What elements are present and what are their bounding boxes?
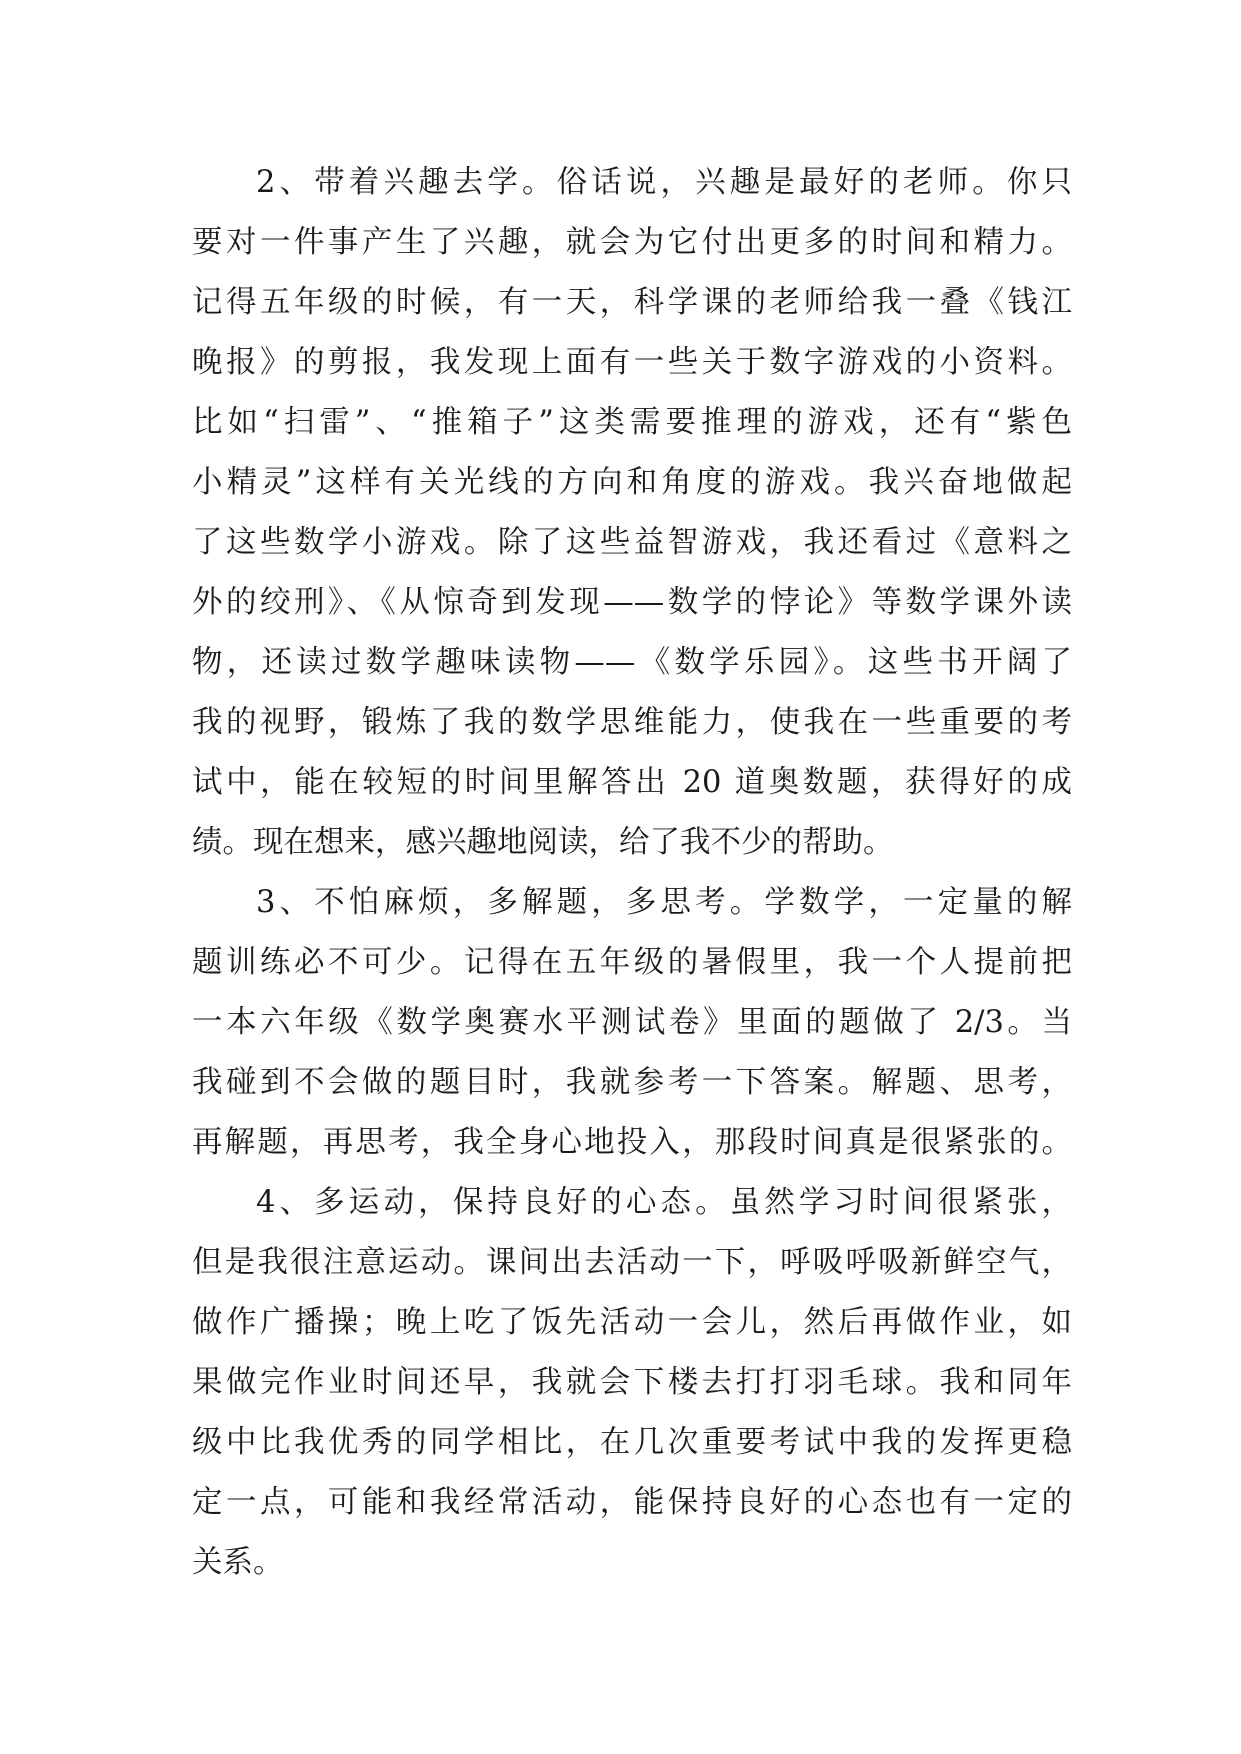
text-line: 级中比我优秀的同学相比，在几次重要考试中我的发挥更稳 [192, 1425, 1072, 1460]
text-line: 试中，能在较短的时间里解答出 20 道奥数题，获得好的成 [192, 765, 1072, 800]
text-line: 题训练必不可少。记得在五年级的暑假里，我一个人提前把 [192, 945, 1072, 980]
text-line: 再解题，再思考，我全身心地投入，那段时间真是很紧张的。 [192, 1125, 1072, 1160]
text-line: 果做完作业时间还早，我就会下楼去打打羽毛球。我和同年 [192, 1365, 1072, 1400]
text-line: 记得五年级的时候，有一天，科学课的老师给我一叠《钱江 [192, 285, 1072, 320]
text-line: 了这些数学小游戏。除了这些益智游戏，我还看过《意料之 [192, 525, 1072, 560]
text-line: 一本六年级《数学奥赛水平测试卷》里面的题做了 2/3。当 [192, 1005, 1072, 1040]
text-line: 但是我很注意运动。课间出去活动一下，呼吸呼吸新鲜空气， [192, 1245, 1072, 1280]
text-line: 做作广播操；晚上吃了饭先活动一会儿，然后再做作业，如 [192, 1305, 1072, 1340]
text-line: 绩。现在想来，感兴趣地阅读，给了我不少的帮助。 [192, 825, 894, 860]
text-line: 我碰到不会做的题目时，我就参考一下答案。解题、思考， [192, 1065, 1072, 1100]
text-line: 我的视野，锻炼了我的数学思维能力，使我在一些重要的考 [192, 705, 1072, 740]
text-line: 3、不怕麻烦，多解题，多思考。学数学，一定量的解 [256, 885, 1072, 920]
paragraph-practice [192, 873, 1072, 1173]
text-line: 要对一件事产生了兴趣，就会为它付出更多的时间和精力。 [192, 225, 1072, 260]
text-line: 定一点，可能和我经常活动，能保持良好的心态也有一定的 [192, 1485, 1072, 1520]
text-line: 小精灵”这样有关光线的方向和角度的游戏。我兴奋地做起 [192, 465, 1072, 500]
text-line: 外的绞刑》、《从惊奇到发现——数学的悖论》等数学课外读 [192, 585, 1072, 620]
text-line: 物，还读过数学趣味读物——《数学乐园》。这些书开阔了 [192, 645, 1072, 680]
paragraph-exercise [192, 1173, 1072, 1593]
text-line: 晚报》的剪报，我发现上面有一些关于数字游戏的小资料。 [192, 345, 1072, 380]
document-body [192, 153, 1072, 1593]
paragraph-interest [192, 153, 1072, 873]
text-line: 比如“扫雷”、“推箱子”这类需要推理的游戏，还有“紫色 [192, 405, 1072, 440]
text-line: 2、带着兴趣去学。俗话说，兴趣是最好的老师。你只 [256, 165, 1072, 200]
text-line: 4、多运动，保持良好的心态。虽然学习时间很紧张， [256, 1185, 1072, 1220]
text-line: 关系。 [192, 1545, 284, 1580]
